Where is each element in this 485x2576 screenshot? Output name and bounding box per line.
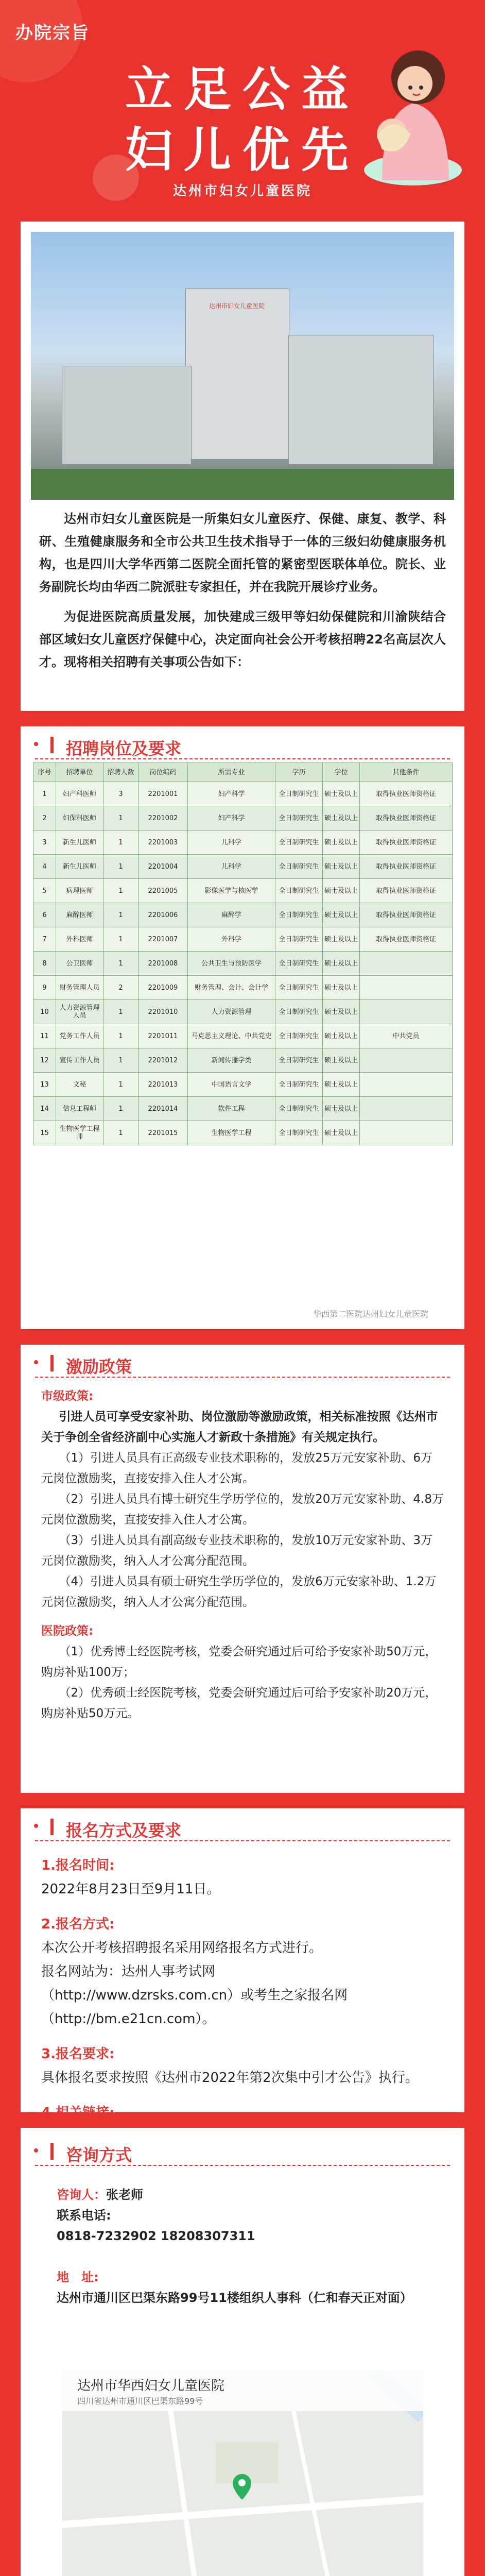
table-cell: 外科医师 bbox=[56, 927, 103, 952]
table-cell: 2 bbox=[103, 976, 138, 1000]
city-policy-item: （4）引进人员具有硕士研究生学历学位的，发放6万元安家补助、1.2万元岗位激励奖，纳入人才公寓分配范围。 bbox=[41, 1575, 437, 1609]
contact-person-label: 咨询人： bbox=[57, 2188, 106, 2202]
table-cell: 新生儿医师 bbox=[56, 855, 103, 879]
table-cell: 5 bbox=[33, 879, 56, 903]
bullet-icon bbox=[34, 1824, 38, 1828]
table-cell: 1 bbox=[33, 782, 56, 806]
table-cell: 人力资源管理人员 bbox=[56, 1000, 103, 1024]
table-cell: 2201009 bbox=[138, 976, 188, 1000]
bullet-icon bbox=[34, 2148, 38, 2153]
intro-text bbox=[39, 507, 446, 673]
table-row bbox=[33, 782, 453, 806]
table-cell: 人力资源管理 bbox=[188, 1000, 275, 1024]
table-cell: 14 bbox=[33, 1097, 56, 1121]
table-cell: 软件工程 bbox=[188, 1097, 275, 1121]
table-row bbox=[33, 952, 453, 976]
table-cell: 全日制研究生 bbox=[275, 927, 323, 952]
table-row bbox=[33, 1073, 453, 1097]
top-label: 办院宗旨 bbox=[15, 23, 90, 43]
bar-icon bbox=[50, 1819, 54, 1835]
table-cell: 9 bbox=[33, 976, 56, 1000]
intro-paragraph: 为促进医院高质量发展，加快建成三级甲等妇幼保健院和川渝陕结合部区域妇女儿童医疗保健中心，决定面向社会公开考核招聘22名高层次人才。现将相关招聘有关事项公告如下： bbox=[39, 609, 446, 669]
table-cell: 7 bbox=[33, 927, 56, 952]
table-cell: 全日制研究生 bbox=[275, 903, 323, 927]
table-cell: 全日制研究生 bbox=[275, 1000, 323, 1024]
table-cell: 硕士及以上 bbox=[323, 927, 360, 952]
table-row bbox=[33, 806, 453, 831]
table-cell: 生物医学工程师 bbox=[56, 1121, 103, 1145]
phone-label: 联系电话: bbox=[57, 2208, 111, 2223]
table-cell: 硕士及以上 bbox=[323, 1024, 360, 1048]
hero-title-line2: 妇儿优先 bbox=[125, 123, 360, 178]
building-wing-left bbox=[62, 366, 192, 465]
building-wing-right bbox=[288, 335, 434, 465]
table-cell: 1 bbox=[103, 927, 138, 952]
table-cell: 全日制研究生 bbox=[275, 1073, 323, 1097]
table-cell: 取得执业医师资格证 bbox=[360, 927, 453, 952]
table-cell: 1 bbox=[103, 1048, 138, 1073]
hospital-name-subtitle: 达州市妇女儿童医院 bbox=[172, 183, 312, 199]
contact-body bbox=[57, 2184, 444, 2308]
section-header bbox=[35, 1350, 450, 1378]
table-cell bbox=[360, 952, 453, 976]
table-header-cell: 招聘人数 bbox=[103, 763, 138, 782]
table-cell: 硕士及以上 bbox=[323, 831, 360, 855]
intro-paragraph: 达州市妇女儿童医院是一所集妇女儿童医疗、保健、康复、教学、科研、生殖健康服务和全市公共卫生技术指导于一体的三级妇幼健康服务机构，也是四川大学华西第二医院全面托管的紧密型医联体单位。院长、业务副院长均由华西二院派驻专家担任，并在我院开展诊疗业务。 bbox=[39, 512, 446, 594]
table-cell: 取得执业医师资格证 bbox=[360, 831, 453, 855]
policy-body bbox=[41, 1386, 444, 1724]
registration-body bbox=[41, 1854, 444, 2148]
table-cell: 硕士及以上 bbox=[323, 1048, 360, 1073]
phone-numbers[interactable]: 0818-7232902 18208307311 bbox=[57, 2229, 255, 2243]
section-title: 报名方式及要求 bbox=[66, 1821, 182, 1840]
hospital-building-photo bbox=[31, 232, 454, 500]
map-title: 达州市华西妇女儿童医院 bbox=[77, 2378, 225, 2394]
table-cell: 财务管理、会计、会计学 bbox=[188, 976, 275, 1000]
reg-site-link[interactable]: （http://www.dzrsks.com.cn）或考生之家报名网 bbox=[41, 1988, 348, 2003]
table-cell: 8 bbox=[33, 952, 56, 976]
table-header-cell: 其他条件 bbox=[360, 763, 453, 782]
table-cell: 硕士及以上 bbox=[323, 903, 360, 927]
table-cell: 1 bbox=[103, 903, 138, 927]
table-cell: 1 bbox=[103, 1073, 138, 1097]
reg-method-heading: 2.报名方式: bbox=[41, 1917, 115, 1932]
table-cell: 硕士及以上 bbox=[323, 1000, 360, 1024]
contact-person: 张老师 bbox=[106, 2188, 143, 2202]
address-text: 达州市通川区巴渠东路99号11楼组织人事科（仁和春天正对面） bbox=[57, 2291, 412, 2305]
table-cell: 硕士及以上 bbox=[323, 782, 360, 806]
table-cell: 取得执业医师资格证 bbox=[360, 782, 453, 806]
table-cell: 病理医师 bbox=[56, 879, 103, 903]
hospital-policy-item: （1）优秀博士经医院考核，党委会研究通过后可给予安家补助50万元，购房补贴100万； bbox=[41, 1645, 437, 1679]
table-cell: 3 bbox=[33, 831, 56, 855]
table-cell: 公共卫生与预防医学 bbox=[188, 952, 275, 976]
table-cell: 2201012 bbox=[138, 1048, 188, 1073]
table-cell: 12 bbox=[33, 1048, 56, 1073]
table-row bbox=[33, 1024, 453, 1048]
map-pin-icon bbox=[232, 2473, 252, 2501]
table-cell bbox=[360, 1121, 453, 1145]
table-cell: 财务管理人员 bbox=[56, 976, 103, 1000]
table-cell: 1 bbox=[103, 855, 138, 879]
table-row bbox=[33, 1000, 453, 1024]
table-cell: 硕士及以上 bbox=[323, 976, 360, 1000]
table-cell: 马克思主义理论、中共党史 bbox=[188, 1024, 275, 1048]
table-cell: 2201015 bbox=[138, 1121, 188, 1145]
lawn bbox=[31, 469, 454, 500]
table-cell: 妇产科学 bbox=[188, 782, 275, 806]
table-row bbox=[33, 855, 453, 879]
table-cell: 公卫医师 bbox=[56, 952, 103, 976]
reg-method-text: 本次公开考核招聘报名采用网络报名方式进行。 bbox=[41, 1940, 323, 1956]
table-cell: 麻醉医师 bbox=[56, 903, 103, 927]
section-header bbox=[35, 1814, 450, 1841]
table-cell: 全日制研究生 bbox=[275, 855, 323, 879]
bar-icon bbox=[50, 2143, 54, 2160]
table-cell bbox=[360, 1073, 453, 1097]
table-cell: 文秘 bbox=[56, 1073, 103, 1097]
hospital-policy-item: （2）优秀硕士经医院考核，党委会研究通过后可给予安家补助20万元，购房补贴50万元。 bbox=[41, 1686, 437, 1720]
table-cell: 全日制研究生 bbox=[275, 1097, 323, 1121]
hero-title-line1: 立足公益 bbox=[125, 62, 360, 117]
section-title: 咨询方式 bbox=[66, 2145, 132, 2165]
table-row bbox=[33, 1097, 453, 1121]
table-cell: 2201007 bbox=[138, 927, 188, 952]
table-cell: 全日制研究生 bbox=[275, 1024, 323, 1048]
city-policy-item: （3）引进人员具有副高级专业技术职称的，发放10万元安家补助、3万元岗位激励奖，纳入人才公寓分配范围。 bbox=[41, 1534, 433, 1568]
table-cell: 2201008 bbox=[138, 952, 188, 976]
table-header-cell: 序号 bbox=[33, 763, 56, 782]
table-row bbox=[33, 1048, 453, 1073]
table-cell: 1 bbox=[103, 1000, 138, 1024]
table-header-cell: 招聘单位 bbox=[56, 763, 103, 782]
table-cell: 党务工作人员 bbox=[56, 1024, 103, 1048]
section-header bbox=[35, 732, 450, 759]
table-cell: 全日制研究生 bbox=[275, 1121, 323, 1145]
table-cell: 1 bbox=[103, 1024, 138, 1048]
table-row bbox=[33, 831, 453, 855]
table-row bbox=[33, 903, 453, 927]
table-cell: 13 bbox=[33, 1073, 56, 1097]
table-cell: 新闻传播学类 bbox=[188, 1048, 275, 1073]
watermark: 华西第二医院达州妇女儿童医院 bbox=[313, 1309, 428, 1319]
jobs-card bbox=[21, 726, 464, 1329]
section-title: 激励政策 bbox=[66, 1357, 132, 1377]
bullet-icon bbox=[34, 1360, 38, 1364]
table-cell: 硕士及以上 bbox=[323, 1073, 360, 1097]
table-cell: 全日制研究生 bbox=[275, 879, 323, 903]
table-cell: 中共党员 bbox=[360, 1024, 453, 1048]
registration-card bbox=[21, 1808, 464, 2121]
map-header bbox=[62, 2370, 423, 2411]
table-cell: 硕士及以上 bbox=[323, 952, 360, 976]
bar-icon bbox=[50, 1355, 54, 1371]
reg-method-text: 报名网站为：达州人事考试网 bbox=[41, 1964, 216, 1979]
table-cell: 2201010 bbox=[138, 1000, 188, 1024]
table-header-cell: 岗位编码 bbox=[138, 763, 188, 782]
table-cell: 全日制研究生 bbox=[275, 976, 323, 1000]
city-policy-intro: 引进人员可享受安家补助、岗位激励等激励政策，相关标准按照《达州市关于争创全省经济副中心实施人才新政十条措施》有关规定执行。 bbox=[41, 1410, 438, 1444]
reg-link-heading: 4.相关链接: bbox=[41, 2105, 115, 2121]
table-cell: 影像医学与核医学 bbox=[188, 879, 275, 903]
table-cell: 2201006 bbox=[138, 903, 188, 927]
city-policy-heading: 市级政策: bbox=[41, 1389, 94, 1403]
table-cell: 1 bbox=[103, 831, 138, 855]
building-tower bbox=[185, 289, 289, 460]
table-cell: 新生儿医师 bbox=[56, 831, 103, 855]
reg-site-link[interactable]: （http://bm.e21cn.com）。 bbox=[41, 2011, 216, 2027]
table-cell: 4 bbox=[33, 855, 56, 879]
table-cell bbox=[360, 1097, 453, 1121]
table-cell: 麻醉学 bbox=[188, 903, 275, 927]
bar-icon bbox=[50, 737, 54, 753]
bullet-icon bbox=[34, 742, 38, 746]
table-cell: 全日制研究生 bbox=[275, 806, 323, 831]
reg-req-text: 具体报名要求按照《达州市2022年第2次集中引才公告》执行。 bbox=[41, 2070, 419, 2086]
table-cell: 2201004 bbox=[138, 855, 188, 879]
table-cell: 取得执业医师资格证 bbox=[360, 903, 453, 927]
policy-card bbox=[21, 1345, 464, 1793]
table-header-cell: 学位 bbox=[323, 763, 360, 782]
table-cell: 硕士及以上 bbox=[323, 879, 360, 903]
table-cell bbox=[360, 1048, 453, 1073]
hospital-policy-heading: 医院政策: bbox=[41, 1624, 94, 1638]
table-cell: 2201014 bbox=[138, 1097, 188, 1121]
table-cell: 中国语言文学 bbox=[188, 1073, 275, 1097]
table-cell: 2201013 bbox=[138, 1073, 188, 1097]
table-cell: 2201001 bbox=[138, 782, 188, 806]
section-header bbox=[35, 2138, 450, 2166]
reg-time-text: 2022年8月23日至9月11日。 bbox=[41, 1882, 220, 1897]
table-cell: 10 bbox=[33, 1000, 56, 1024]
location-map[interactable] bbox=[62, 2370, 423, 2576]
table-cell: 2201002 bbox=[138, 806, 188, 831]
table-cell: 1 bbox=[103, 806, 138, 831]
table-row bbox=[33, 976, 453, 1000]
reg-req-heading: 3.报名要求: bbox=[41, 2046, 115, 2062]
table-cell: 2201003 bbox=[138, 831, 188, 855]
table-cell: 儿科学 bbox=[188, 855, 275, 879]
table-cell: 儿科学 bbox=[188, 831, 275, 855]
address-label: 地 址: bbox=[57, 2270, 99, 2284]
table-cell: 1 bbox=[103, 1121, 138, 1145]
table-cell: 硕士及以上 bbox=[323, 855, 360, 879]
table-cell: 宣传工作人员 bbox=[56, 1048, 103, 1073]
table-cell: 全日制研究生 bbox=[275, 831, 323, 855]
table-cell: 1 bbox=[103, 879, 138, 903]
building-sign: 达州市妇女儿童医院 bbox=[209, 302, 265, 310]
table-cell: 硕士及以上 bbox=[323, 1097, 360, 1121]
table-cell: 全日制研究生 bbox=[275, 782, 323, 806]
table-cell: 取得执业医师资格证 bbox=[360, 879, 453, 903]
table-header-cell: 学历 bbox=[275, 763, 323, 782]
contact-card bbox=[21, 2128, 464, 2576]
table-cell: 硕士及以上 bbox=[323, 1121, 360, 1145]
table-cell: 3 bbox=[103, 782, 138, 806]
table-cell: 1 bbox=[103, 952, 138, 976]
map-subtitle: 四川省达州市通川区巴渠东路99号 bbox=[77, 2396, 203, 2406]
table-cell: 硕士及以上 bbox=[323, 806, 360, 831]
table-cell: 15 bbox=[33, 1121, 56, 1145]
table-cell: 2201005 bbox=[138, 879, 188, 903]
table-row bbox=[33, 879, 453, 903]
table-cell: 取得执业医师资格证 bbox=[360, 806, 453, 831]
reg-time-heading: 1.报名时间: bbox=[41, 1858, 115, 1873]
table-cell: 妇产科医师 bbox=[56, 782, 103, 806]
table-cell: 外科学 bbox=[188, 927, 275, 952]
intro-card bbox=[21, 222, 464, 711]
table-cell: 11 bbox=[33, 1024, 56, 1048]
section-title: 招聘岗位及要求 bbox=[66, 739, 182, 758]
table-cell: 取得执业医师资格证 bbox=[360, 855, 453, 879]
city-policy-item: （2）引进人员具有博士研究生学历学位的，发放20万元安家补助、4.8万元岗位激励奖，直接安排入住人才公寓。 bbox=[41, 1493, 444, 1527]
city-policy-item: （1）引进人员具有正高级专业技术职称的，发放25万元安家补助、6万元岗位激励奖，直接安排入住人才公寓。 bbox=[41, 1451, 433, 1485]
table-cell: 妇保科医师 bbox=[56, 806, 103, 831]
table-cell bbox=[360, 976, 453, 1000]
table-cell: 信息工程师 bbox=[56, 1097, 103, 1121]
table-cell: 妇产科学 bbox=[188, 806, 275, 831]
table-row bbox=[33, 1121, 453, 1145]
table-cell bbox=[360, 1000, 453, 1024]
table-cell: 全日制研究生 bbox=[275, 952, 323, 976]
jobs-table bbox=[33, 762, 453, 1145]
table-cell: 生物医学工程 bbox=[188, 1121, 275, 1145]
table-cell: 6 bbox=[33, 903, 56, 927]
table-cell: 2201011 bbox=[138, 1024, 188, 1048]
table-cell: 2 bbox=[33, 806, 56, 831]
table-header-cell: 所需专业 bbox=[188, 763, 275, 782]
table-row bbox=[33, 927, 453, 952]
table-cell: 1 bbox=[103, 1097, 138, 1121]
table-cell: 全日制研究生 bbox=[275, 1048, 323, 1073]
